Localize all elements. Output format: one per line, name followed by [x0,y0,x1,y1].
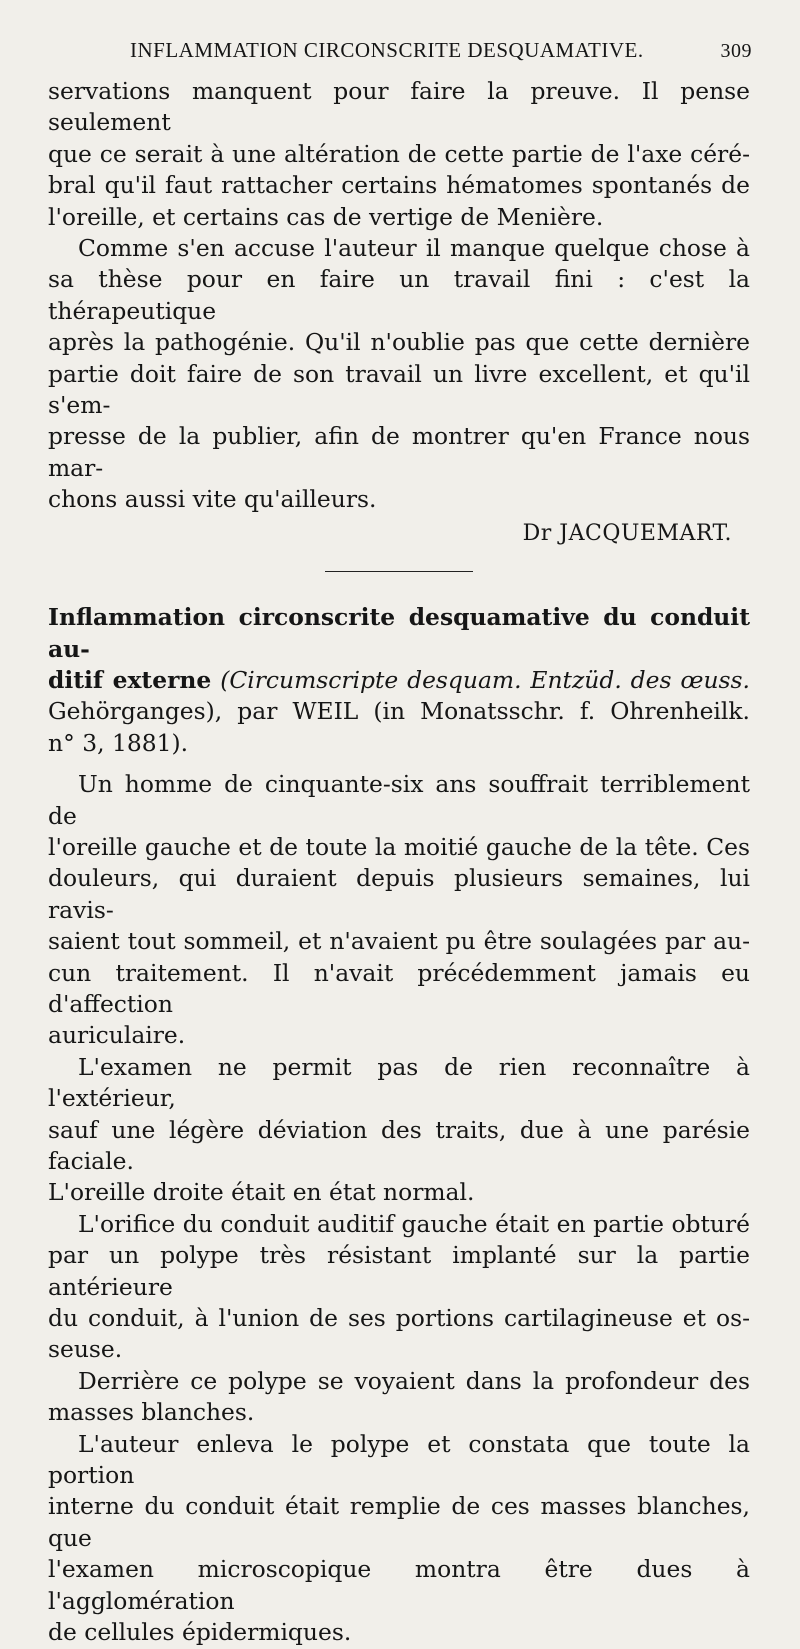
text-line: du conduit, à l'union de ses portions cartilagineuse et os- [48,1304,750,1333]
text-line: Comme s'en accuse l'auteur il manque quelque chose à [78,234,750,263]
text-line: Derrière ce polype se voyaient dans la profondeur des [78,1366,750,1395]
text-line: chons aussi vite qu'ailleurs. [48,485,377,514]
text-line: L'examen ne permit pas de rien reconnaître à l'extérieur, [48,1052,750,1113]
text-line: cun traitement. Il n'avait précédemment jamais eu d'affection [48,958,750,1018]
text-line: l'oreille, et certains cas de vertige de Menière. [48,202,604,231]
article-title-line: Inflammation circonscrite desquamative du conduit au- [48,603,750,663]
text-line: après la pathogénie. Qu'il n'oublie pas que cette dernière [48,328,750,357]
text-line: L'auteur enleva le polype et constata que toute la portion [48,1429,750,1490]
text-line: presse de la publier, afin de montrer qu'en France nous mar- [48,422,750,482]
article-paragraph-3 [48,1209,750,1366]
article-title-end: ditif externe [48,665,212,694]
text-line: masses blanches. [48,1398,255,1427]
text-line: partie doit faire de son travail un livre excellent, et qu'il s'em- [48,359,750,420]
text-line: L'orifice du conduit auditif gauche était en partie obturé [78,1209,750,1238]
heading-text: n° 3, 1881). [48,728,189,757]
text-line: saient tout sommeil, et n'avaient pu être soulagées par au- [48,927,750,956]
text-line: l'examen microscopique montra être dues à l'agglomération [48,1555,750,1615]
article-paragraph-5 [48,1429,750,1649]
reviewer-signature: Dr JACQUEMART. [522,520,732,546]
article-paragraph-1 [48,769,750,1052]
heading-text: Gehörganges), par WEIL (in Monatsschr. f. Ohrenheilk. [48,697,750,726]
text-line: que ce serait à une altération de cette partie de l'axe céré- [48,139,750,168]
text-line: par un polype très résistant implanté sur la partie antérieure [48,1241,750,1301]
article-paragraph-4 [48,1366,750,1429]
text-line: L'oreille droite était en état normal. [48,1178,475,1207]
text-line: auriculaire. [48,1021,186,1050]
section-divider [325,571,473,572]
running-title: INFLAMMATION CIRCONSCRITE DESQUAMATIVE. [130,38,644,62]
article-heading [48,602,750,759]
running-header [130,38,752,63]
text-line: l'oreille gauche et de toute la moitié gauche de la tête. Ces [48,832,750,861]
text-line: Un homme de cinquante-six ans souffrait terriblement de [48,770,750,830]
text-line: douleurs, qui duraient depuis plusieurs semaines, lui ravis- [48,864,750,924]
text-line: bral qu'il faut rattacher certains hématomes spontanés de [48,171,750,200]
review-paragraph-2 [48,233,750,516]
text-line: seuse. [48,1335,123,1364]
page-number: 309 [720,40,752,62]
article-paragraph-2 [48,1052,750,1209]
heading-text: (Circumscripte desquam. Entzüd. des œuss. [211,665,750,694]
text-line: sauf une légère déviation des traits, due à une parésie faciale. [48,1115,750,1175]
text-line: interne du conduit était remplie de ces masses blanches, que [48,1492,750,1552]
text-line: sa thèse pour en faire un travail fini : c'est la thérapeutique [48,265,750,325]
text-line: de cellules épidermiques. [48,1618,352,1647]
text-line: servations manquent pour faire la preuve. Il pense seulement [48,77,750,137]
review-paragraph-1 [48,76,750,233]
page-body [48,76,750,1649]
